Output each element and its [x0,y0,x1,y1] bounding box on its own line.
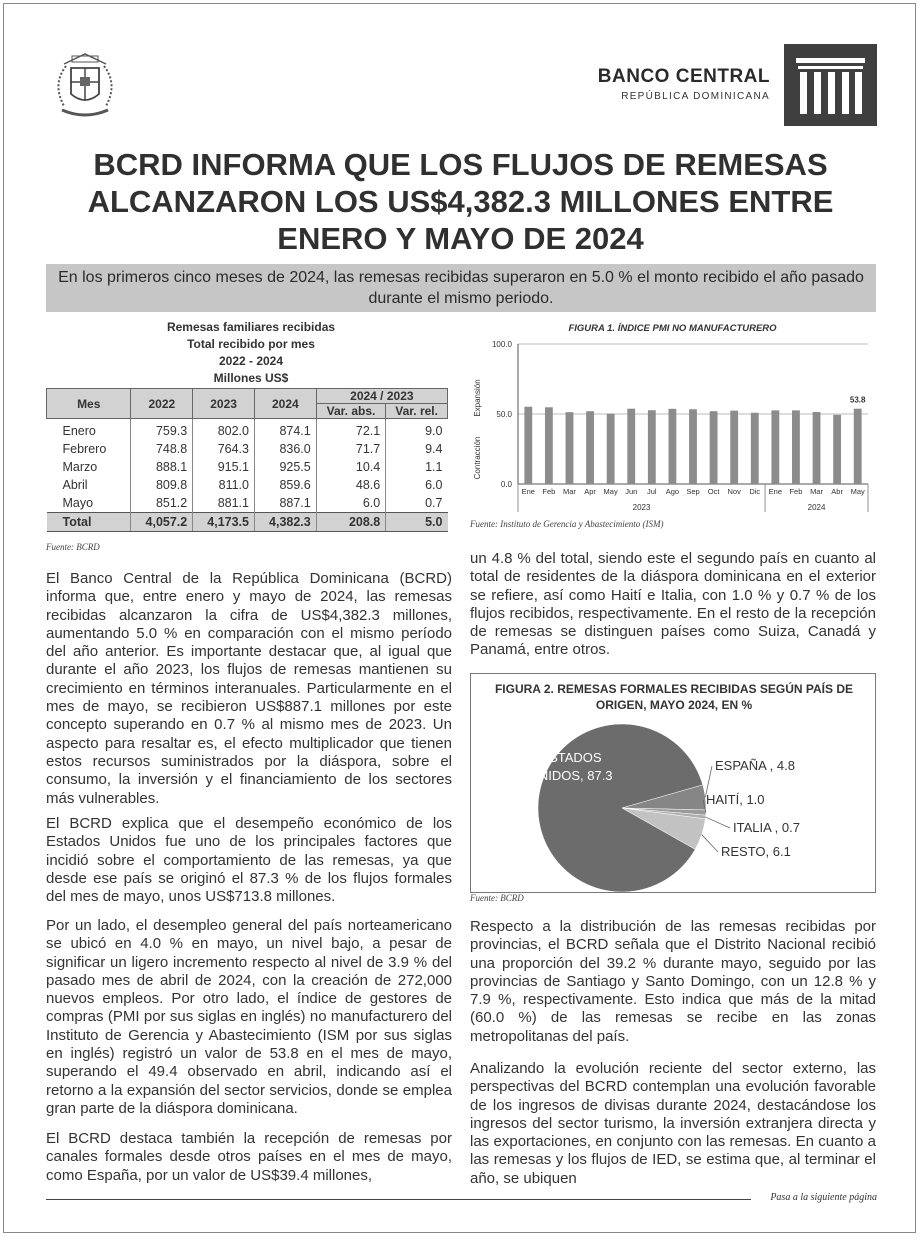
pie-label: RESTO, 6.1 [721,844,791,859]
bank-name: BANCO CENTRAL [597,66,770,87]
col-header-2023: 2023 [193,389,255,419]
table-total-row [47,513,448,532]
pmi-bar [524,407,532,484]
cell-mes: Abril [62,478,88,492]
y-tick-label: 100.0 [491,340,512,349]
col-header-2022: 2022 [131,389,193,419]
cell-var-abs: 6.0 [316,494,386,513]
cell-y2022: 851.2 [131,494,193,513]
total-2024: 4,382.3 [254,513,316,532]
table-row [47,476,448,494]
footer-rule [46,1199,751,1200]
cell-mes: Marzo [62,460,98,474]
y-label-expansion: Expansión [473,379,482,417]
col-header-2024: 2024 [254,389,316,419]
paragraph-4: El BCRD destaca también la recepción de remesas por canales formales desde otros países en el mes de mayo, como España, por un valor de US$39.4 millones, [46,1130,452,1184]
paragraph-6: Respecto a la distribución de las remesas recibidas por provincias, el BCRD señala que el Distrito Nacional recibió una proporción del 39.2 % durante mayo, seguido por las provincias de Santiago y Santo Domingo, con un 12.8 % y 7.9 %, respectivamente. Esto indica que más de la mitad (60.0 %) de las remesas se recibe en las zonas metropolitanas del país. [470,918,876,1045]
x-tick-label: Feb [542,487,556,496]
cell-var-abs: 48.6 [316,476,386,494]
col-header-var-abs: Var. abs. [316,404,386,419]
table-row [47,458,448,476]
x-tick-label: Ene [768,487,783,496]
pmi-bar [854,409,862,484]
cell-var-abs: 71.7 [316,440,386,458]
col-header-group: 2024 / 2023 [316,389,447,404]
data-label: 53.8 [849,395,866,405]
cell-y2024: 859.6 [254,476,316,494]
pmi-bar [710,411,718,484]
cell-y2024: 874.1 [254,419,316,441]
table-title-line: Remesas familiares recibidas [166,320,336,334]
x-tick-label: Mar [563,487,576,496]
table-row [47,440,448,458]
x-tick-label: Mar [810,487,823,496]
figure1-title: FIGURA 1. ÍNDICE PMI NO MANUFACTURERO [568,323,777,334]
cell-var-abs: 72.1 [316,419,386,441]
x-tick-label: Dic [749,487,761,496]
pmi-bar [771,410,779,484]
paragraph-2: El BCRD explica que el desempeño económico de los Estados Unidos fue uno de los principales factores que incidió sobre el comportamiento de las remesas, ya que desde ese país se originó el 87.3 % de los flujos formales del mes de mayo, unos US$713.8 millones. [46,815,452,906]
total-2022: 4,057.2 [131,513,193,532]
x-tick-label: Ago [665,487,680,496]
pmi-bar [792,410,800,484]
paragraph-7: Analizando la evolución reciente del sector externo, las perspectivas del BCRD contemplan una evolución favorable de los ingresos de divisas durante 2024, destacándose los ingresos del sector turismo, la inversión extranjera directa y las exportaciones, en conjunto con las remesas. En cuanto a las remesas y los flujos de IED, se estima que, al terminar el año, se ubiquen [470,1060,876,1187]
total-var-abs: 208.8 [316,513,386,532]
cell-mes: Mayo [62,496,94,510]
pmi-bar [751,413,759,484]
group-label: 2024 [807,503,826,512]
table-row [47,419,448,441]
pmi-bar [730,411,738,484]
cell-y2023: 764.3 [193,440,255,458]
figure1-source: Fuente: Instituto de Gerencia y Abastecimiento (ISM) [470,519,664,529]
pmi-bar [545,407,553,484]
table-title [46,319,456,387]
cell-var-rel: 9.4 [386,440,448,458]
cell-var-rel: 0.7 [386,494,448,513]
coat-of-arms-logo [44,44,126,126]
paragraph-5: un 4.8 % del total, siendo este el segundo país en cuanto al total de residentes de la diáspora dominicana en el exterior se refiere, así como Haití e Italia, con 1.0 % y 0.7 % de los flujos recibidos, respectivamente. En el resto de la recepción de remesas se distinguen países como Suiza, Canadá y Panamá, entre otros. [470,550,876,659]
y-tick-label: 0.0 [500,480,512,489]
table-title-line: Total recibido por mes [187,337,315,351]
pmi-bar [607,414,615,484]
x-tick-label: Oct [707,487,720,496]
leader-line [702,835,718,852]
cell-y2023: 881.1 [193,494,255,513]
x-tick-label: Jul [647,487,657,496]
headline: BCRD INFORMA QUE LOS FLUJOS DE REMESAS ALCANZARON LOS US$4,382.3 MILLONES ENTRE ENERO Y MAYO DE 2024 [87,147,834,256]
total-2023: 4,173.5 [193,513,255,532]
remittances-pie-chart [471,718,875,892]
x-tick-label: Apr [584,487,596,496]
pmi-bar [689,409,697,484]
cell-y2022: 759.3 [131,419,193,441]
pie-label: HAITÍ, 1.0 [706,792,765,807]
table-row [47,494,448,513]
x-tick-label: May [850,487,865,496]
cell-var-rel: 9.0 [386,419,448,441]
x-tick-label: May [603,487,618,496]
x-tick-label: Ene [521,487,535,496]
table-title-line: Millones US$ [213,371,289,385]
x-tick-label: Abr [831,487,843,496]
pie-label: ESPAÑA , 4.8 [715,758,795,773]
cell-y2022: 748.8 [131,440,193,458]
cell-y2023: 811.0 [193,476,255,494]
pie-label: ESTADOS UNIDOS, 87.3 [529,750,613,783]
cell-y2022: 888.1 [131,458,193,476]
cell-y2023: 915.1 [193,458,255,476]
group-label: 2023 [632,503,651,512]
x-tick-label: Nov [727,487,741,496]
paragraph-1: El Banco Central de la República Dominicana (BCRD) informa que, entre enero y mayo de 2024, las remesas recibidas alcanzaron la cifra de US$4,382.3 millones, aumentando 5.0 % en comparación con el mismo período del año anterior. Es importante destacar que, al igual que durante el año 2023, los flujos de remesas mantienen su crecimiento en términos interanuales. Particularmente en el mes de mayo, se recibieron US$887.1 millones por este concepto superando en 0.7 % al mismo mes de 2023. Un aspecto para resaltar es, el efecto multiplicador que tienen estos recursos suministrados por la diáspora, sobre el consumo, la inversión y el financiamiento de los sectores más vulnerables. [46,570,452,807]
y-label-contraccion: Contracción [473,436,482,480]
y-tick-label: 50.0 [496,410,512,419]
leader-line [706,817,730,828]
pmi-bar [669,409,677,484]
pmi-bar [813,412,821,484]
cell-y2024: 887.1 [254,494,316,513]
cell-mes: Febrero [62,442,107,456]
x-tick-label: Feb [789,487,803,496]
banco-central-logo [784,44,877,126]
cell-var-abs: 10.4 [316,458,386,476]
col-header-mes: Mes [47,389,131,419]
cell-y2024: 925.5 [254,458,316,476]
cell-y2024: 836.0 [254,440,316,458]
cell-var-rel: 1.1 [386,458,448,476]
figure2-title: FIGURA 2. REMESAS FORMALES RECIBIDAS SEGÚN PAÍS DE ORIGEN, MAYO 2024, EN % [494,682,854,712]
total-var-rel: 5.0 [386,513,448,532]
bank-subtitle: REPÚBLICA DOMINICANA [621,91,770,102]
subheadline: En los primeros cinco meses de 2024, las remesas recibidas superaron en 5.0 % el monto recibido el año pasado durante el mismo periodo. [46,264,876,312]
pmi-bar [627,409,635,484]
pie-label: ITALIA , 0.7 [733,820,800,835]
table-source: Fuente: BCRD [46,542,100,552]
pmi-bar [833,415,841,484]
total-label: Total [47,513,131,532]
x-tick-label: Jun [625,487,638,496]
paragraph-3: Por un lado, el desempleo general del país norteamericano se ubicó en 4.0 % en mayo, un nivel bajo, a pesar de significar un ligero incremento respecto al nivel de 3.9 % del pasado mes de abril de 2024, con la creación de 272,000 nuevos empleos. Por otro lado, el índice de gestores de compras (PMI por sus siglas en inglés) no manufacturero del Instituto de Gerencia y Abastecimiento (ISM por sus siglas en inglés) registró un valor de 53.8 en el mes de mayo, superando el 49.4 observado en abril, indicando así el retorno a la expansión del sector servicios, donde se emplea gran parte de la diáspora dominicana. [46,917,452,1117]
pmi-bar [648,410,656,484]
cell-var-rel: 6.0 [386,476,448,494]
table-title-line: 2022 - 2024 [218,354,284,368]
cell-mes: Enero [62,424,96,438]
remittances-table [46,388,448,532]
continue-note: Pasa a la siguiente página [770,1192,877,1203]
pmi-bar [586,411,594,484]
pmi-bar [566,412,574,484]
figure2-source: Fuente: BCRD [470,893,524,903]
x-tick-label: Sep [686,487,700,496]
cell-y2022: 809.8 [131,476,193,494]
cell-y2023: 802.0 [193,419,255,441]
col-header-var-rel: Var. rel. [386,404,448,419]
pmi-bar-chart [466,336,876,518]
